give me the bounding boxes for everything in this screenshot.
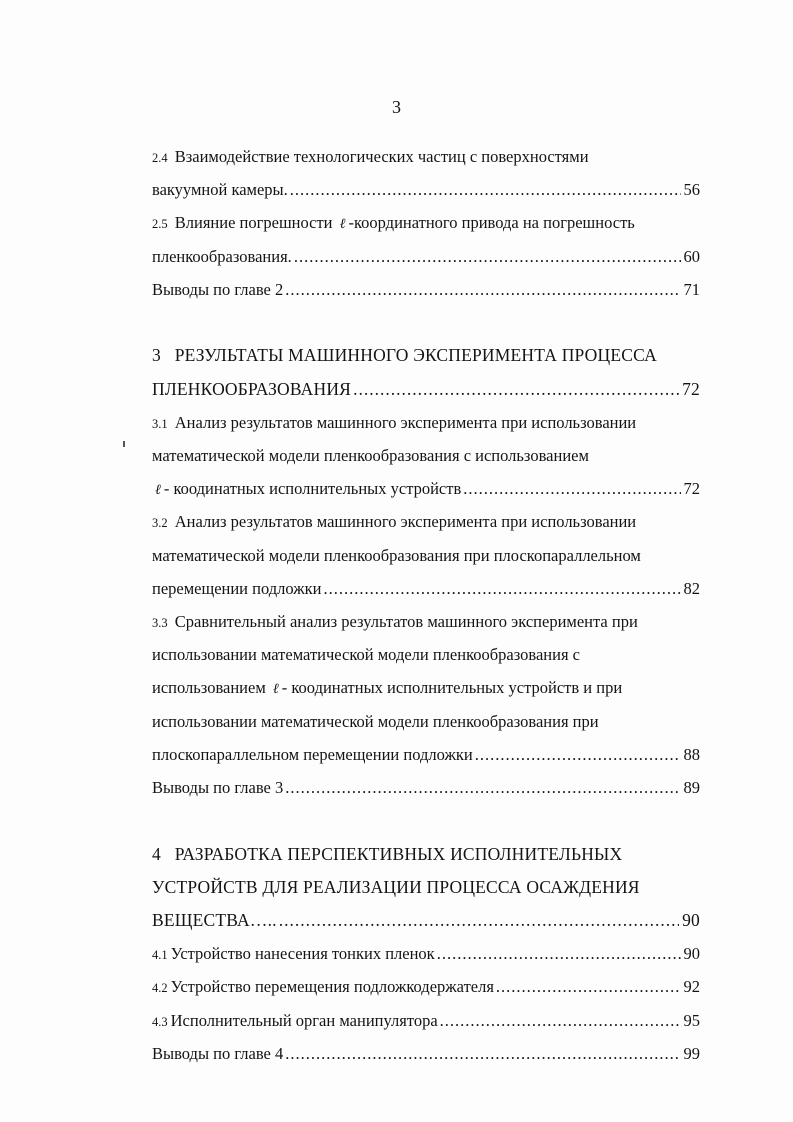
ell-symbol: ℓ xyxy=(155,482,161,499)
dot-leader xyxy=(294,240,681,273)
toc-entry-title-continuation: использовании математической модели пленкообразования с xyxy=(152,645,580,665)
toc-entry-title-continuation: вакуумной камеры. xyxy=(152,180,288,200)
toc-entry-title: Взаимодействие технологических частиц с поверхностями xyxy=(174,147,589,166)
dot-leader xyxy=(285,771,680,804)
toc-entry-4-1[interactable] xyxy=(152,937,700,970)
toc-entry-number: 4.2 xyxy=(152,981,168,996)
dot-leader xyxy=(279,904,679,937)
toc-entry-number: 3.3 xyxy=(152,615,168,630)
toc-chapter-4-line-1 xyxy=(152,838,700,871)
toc-entry-number: 4.3 xyxy=(152,1014,168,1029)
toc-chapter-3-line-2[interactable] xyxy=(152,373,700,406)
toc-entry-3-1-line-3[interactable] xyxy=(152,472,700,505)
toc-page-reference: 88 xyxy=(683,744,700,764)
toc-entry-title-continuation: плоскопараллельном перемещении подложки xyxy=(152,744,473,764)
toc-entry-title: Анализ результатов машинного эксперимента при использовании xyxy=(174,512,637,532)
toc-chapter-title: РЕЗУЛЬТАТЫ МАШИННОГО ЭКСПЕРИМЕНТА ПРОЦЕССА xyxy=(174,345,657,366)
dot-leader xyxy=(285,1037,680,1070)
toc-entry-title-text: Устройство перемещения подложкодержателя xyxy=(170,977,494,997)
toc-entry-title-continuation: использовании математической модели пленкообразования при xyxy=(152,711,599,731)
dot-leader xyxy=(353,373,679,406)
toc-chapter-title-continuation: УСТРОЙСТВ ДЛЯ РЕАЛИЗАЦИИ ПРОЦЕССА ОСАЖДЕНИЯ xyxy=(152,876,640,897)
dot-leader xyxy=(475,738,681,771)
toc-entry-conclusions-chapter-3[interactable] xyxy=(152,771,700,804)
toc-chapter-4-line-3[interactable] xyxy=(152,904,700,937)
scan-artifact-mark xyxy=(123,441,125,447)
toc-chapter-3-line-1 xyxy=(152,339,700,372)
toc-entry-title: Анализ результатов машинного эксперимента при использовании xyxy=(174,412,637,432)
toc-entry-number: 2.4 xyxy=(152,151,168,165)
toc-entry-title: Выводы по главе 4 xyxy=(152,1043,284,1063)
toc-entry-title-continuation xyxy=(152,472,461,505)
toc-entry-title xyxy=(152,1004,438,1037)
toc-entry-3-2-line-3[interactable] xyxy=(152,572,700,605)
toc-chapter-title-continuation: ПЛЕНКООБРАЗОВАНИЯ xyxy=(152,378,352,399)
toc-entry-3-2-line-1 xyxy=(152,505,700,538)
toc-entry-3-3-line-2 xyxy=(152,638,700,671)
toc-entry-title: Выводы по главе 3 xyxy=(152,777,284,797)
toc-chapter-number: 4 xyxy=(152,843,161,864)
toc-entry-title-rest: - коодинатных исполнительных устройств xyxy=(163,479,462,499)
toc-entry-3-3-line-5[interactable] xyxy=(152,738,700,771)
dot-leader xyxy=(463,472,680,505)
toc-entry-title: Сравнительный анализ результатов машинного эксперимента при xyxy=(174,611,638,631)
toc-entry-conclusions-chapter-2[interactable] xyxy=(152,273,700,306)
toc-entry-title-continuation: использованием xyxy=(152,678,266,698)
toc-entry-4-3[interactable] xyxy=(152,1004,700,1037)
toc-page-reference: 71 xyxy=(683,279,700,299)
toc-entry-3-2-line-2 xyxy=(152,539,700,572)
toc-entry-title xyxy=(152,937,435,970)
dot-leader xyxy=(290,173,681,206)
toc-entry-title-continuation: математической модели пленкообразования с использованием xyxy=(152,446,589,465)
toc-entry-4-2[interactable] xyxy=(152,970,700,1003)
toc-page-reference: 90 xyxy=(682,909,700,930)
toc-entry-number: 4.1 xyxy=(152,948,168,963)
dot-leader xyxy=(285,273,680,306)
toc-entry-title-continuation: пленкообразования. xyxy=(152,246,292,266)
toc-entry-number: 2.5 xyxy=(152,217,168,232)
toc-page-reference: 95 xyxy=(683,1010,700,1030)
toc-entry-number: 3.1 xyxy=(152,416,168,431)
toc-page-reference: 72 xyxy=(683,479,700,499)
toc-entry-title: Выводы по главе 2 xyxy=(152,279,284,299)
toc-entry-3-3-line-4 xyxy=(152,705,700,738)
toc-page-reference: 99 xyxy=(683,1043,700,1063)
toc-page-reference: 92 xyxy=(683,977,700,997)
toc-page-reference: 90 xyxy=(683,944,700,964)
section-spacer xyxy=(152,306,700,340)
toc-entry-conclusions-chapter-4[interactable] xyxy=(152,1037,700,1070)
section-spacer xyxy=(152,804,700,838)
toc-chapter-number: 3 xyxy=(152,345,161,366)
toc-entry-2-5-line-2[interactable] xyxy=(152,240,700,273)
dot-leader xyxy=(323,572,680,605)
page-number: 3 xyxy=(392,97,401,117)
dot-leader xyxy=(437,937,681,970)
toc-entry-2-5-line-1 xyxy=(152,206,700,239)
toc-entry-title-rest: - коодинатных исполнительных устройств и при xyxy=(281,678,623,698)
toc-entry-title: Влияние погрешности xyxy=(174,213,333,233)
toc-entry-title-rest: -координатного привода на погрешность xyxy=(348,213,635,233)
table-of-contents xyxy=(152,140,700,1070)
toc-page-reference: 82 xyxy=(683,578,700,598)
toc-entry-2-4-line-1 xyxy=(152,140,700,173)
toc-entry-title-text: Устройство нанесения тонких пленок xyxy=(170,944,435,964)
toc-chapter-title-continuation: ВЕЩЕСТВА….. xyxy=(152,909,277,930)
toc-entry-title xyxy=(152,970,494,1003)
toc-page-reference: 56 xyxy=(683,180,700,200)
toc-entry-3-3-line-3 xyxy=(152,671,700,704)
toc-chapter-4-line-2 xyxy=(152,871,700,904)
toc-entry-3-1-line-2 xyxy=(152,439,700,472)
toc-entry-3-3-line-1 xyxy=(152,605,700,638)
toc-chapter-title: РАЗРАБОТКА ПЕРСПЕКТИВНЫХ ИСПОЛНИТЕЛЬНЫХ xyxy=(174,843,623,864)
ell-symbol: ℓ xyxy=(272,681,279,698)
toc-page-reference: 60 xyxy=(683,246,700,266)
toc-entry-title-continuation: математической модели пленкообразования при плоскопараллельном xyxy=(152,545,641,565)
toc-entry-title-text: Исполнительный орган манипулятора xyxy=(170,1010,438,1030)
dot-leader xyxy=(440,1004,681,1037)
dot-leader xyxy=(496,970,681,1003)
toc-entry-3-1-line-1 xyxy=(152,406,700,439)
toc-entry-2-4-line-2[interactable] xyxy=(152,173,700,206)
ell-symbol: ℓ xyxy=(339,216,346,233)
toc-page-reference: 72 xyxy=(682,378,700,399)
toc-entry-number: 3.2 xyxy=(152,516,168,531)
toc-page-reference: 89 xyxy=(683,777,700,797)
toc-entry-title-continuation: перемещении подложки xyxy=(152,578,322,598)
